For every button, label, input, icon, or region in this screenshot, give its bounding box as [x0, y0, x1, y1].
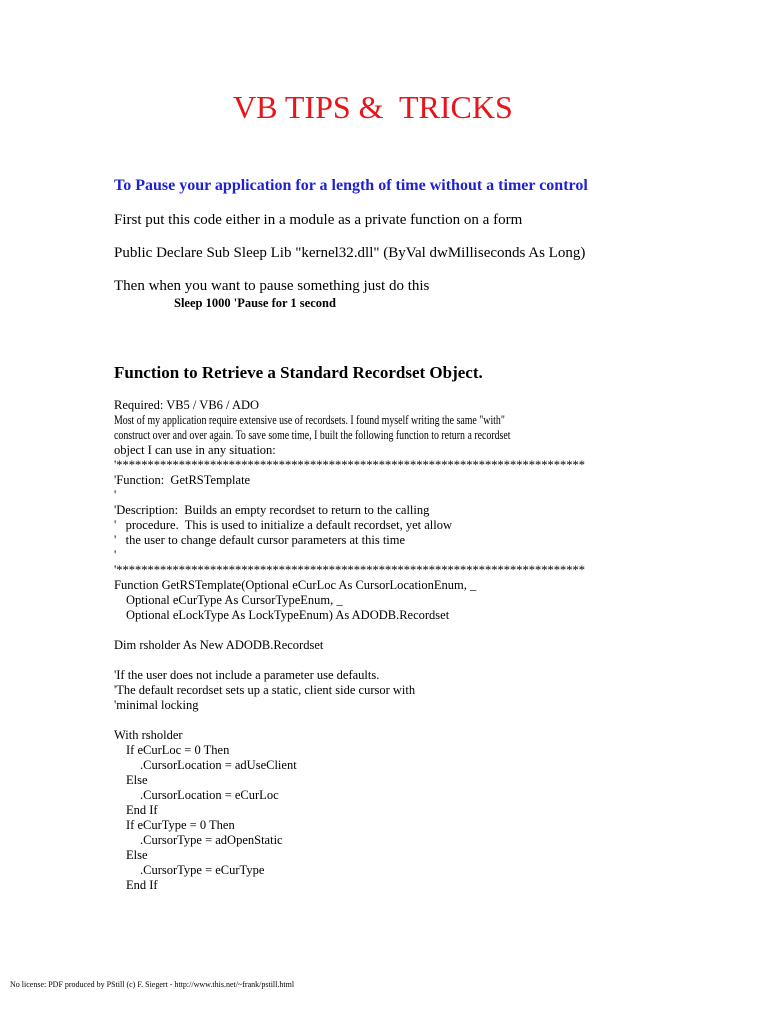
- instruction-text: Then when you want to pause something just do this: [114, 278, 430, 294]
- code-comment-line: ': [114, 487, 117, 502]
- blank-line: [114, 653, 734, 668]
- tip-heading-recordset: Function to Retrieve a Standard Recordset Object.: [114, 363, 483, 382]
- code-line: Else: [126, 847, 148, 862]
- recordset-code-section: [114, 398, 734, 893]
- code-comment-line: 'If the user does not include a parameter use defaults.: [114, 667, 380, 682]
- intro-text-line: construct over and over again. To save some time, I built the following function to return a recordset: [114, 427, 511, 442]
- code-line: With rsholder: [114, 727, 183, 742]
- requirements-line: Required: VB5 / VB6 / ADO: [114, 397, 260, 412]
- code-comment-line: 'minimal locking: [114, 697, 199, 712]
- code-example: Sleep 1000 'Pause for 1 second: [174, 296, 336, 310]
- blank-line: [114, 713, 734, 728]
- code-line: If eCurLoc = 0 Then: [126, 742, 230, 757]
- document-title: VB TIPS & TRICKS: [233, 89, 513, 125]
- pdf-producer-footer: No license: PDF produced by PStill (c) F. Siegert - http://www.this.net/~frank/pstill.html: [10, 980, 295, 989]
- code-declaration: Public Declare Sub Sleep Lib "kernel32.dll" (ByVal dwMilliseconds As Long): [114, 245, 586, 261]
- code-line: End If: [126, 802, 158, 817]
- code-line: Function GetRSTemplate(Optional eCurLoc As CursorLocationEnum, _: [114, 577, 477, 592]
- code-line: Dim rsholder As New ADODB.Recordset: [114, 637, 324, 652]
- comment-divider-line: '***************************************************************************: [114, 457, 586, 472]
- code-line: If eCurType = 0 Then: [126, 817, 235, 832]
- code-comment-line: ' the user to change default cursor parameters at this time: [114, 532, 406, 547]
- intro-text-line: Most of my application require extensive use of recordsets. I found myself writing the same "with": [114, 412, 505, 427]
- intro-text-line: object I can use in any situation:: [114, 442, 276, 457]
- code-line: End If: [126, 877, 158, 892]
- blank-line: [114, 623, 734, 638]
- code-comment-line: ': [114, 547, 117, 562]
- code-comment-line: ' procedure. This is used to initialize a default recordset, yet allow: [114, 517, 453, 532]
- code-line: .CursorLocation = adUseClient: [140, 757, 297, 772]
- code-line: .CursorType = adOpenStatic: [140, 832, 283, 847]
- code-line: Else: [126, 772, 148, 787]
- tip-heading-pause: To Pause your application for a length of time without a timer control: [114, 177, 588, 194]
- code-line: .CursorType = eCurType: [140, 862, 265, 877]
- instruction-text: First put this code either in a module as a private function on a form: [114, 212, 523, 228]
- code-comment-line: 'Function: GetRSTemplate: [114, 472, 251, 487]
- comment-divider-line: '***************************************************************************: [114, 562, 586, 577]
- code-line: Optional eCurType As CursorTypeEnum, _: [126, 592, 343, 607]
- code-line: Optional eLockType As LockTypeEnum) As ADODB.Recordset: [126, 607, 450, 622]
- code-comment-line: 'Description: Builds an empty recordset to return to the calling: [114, 502, 430, 517]
- code-comment-line: 'The default recordset sets up a static, client side cursor with: [114, 682, 416, 697]
- code-line: .CursorLocation = eCurLoc: [140, 787, 279, 802]
